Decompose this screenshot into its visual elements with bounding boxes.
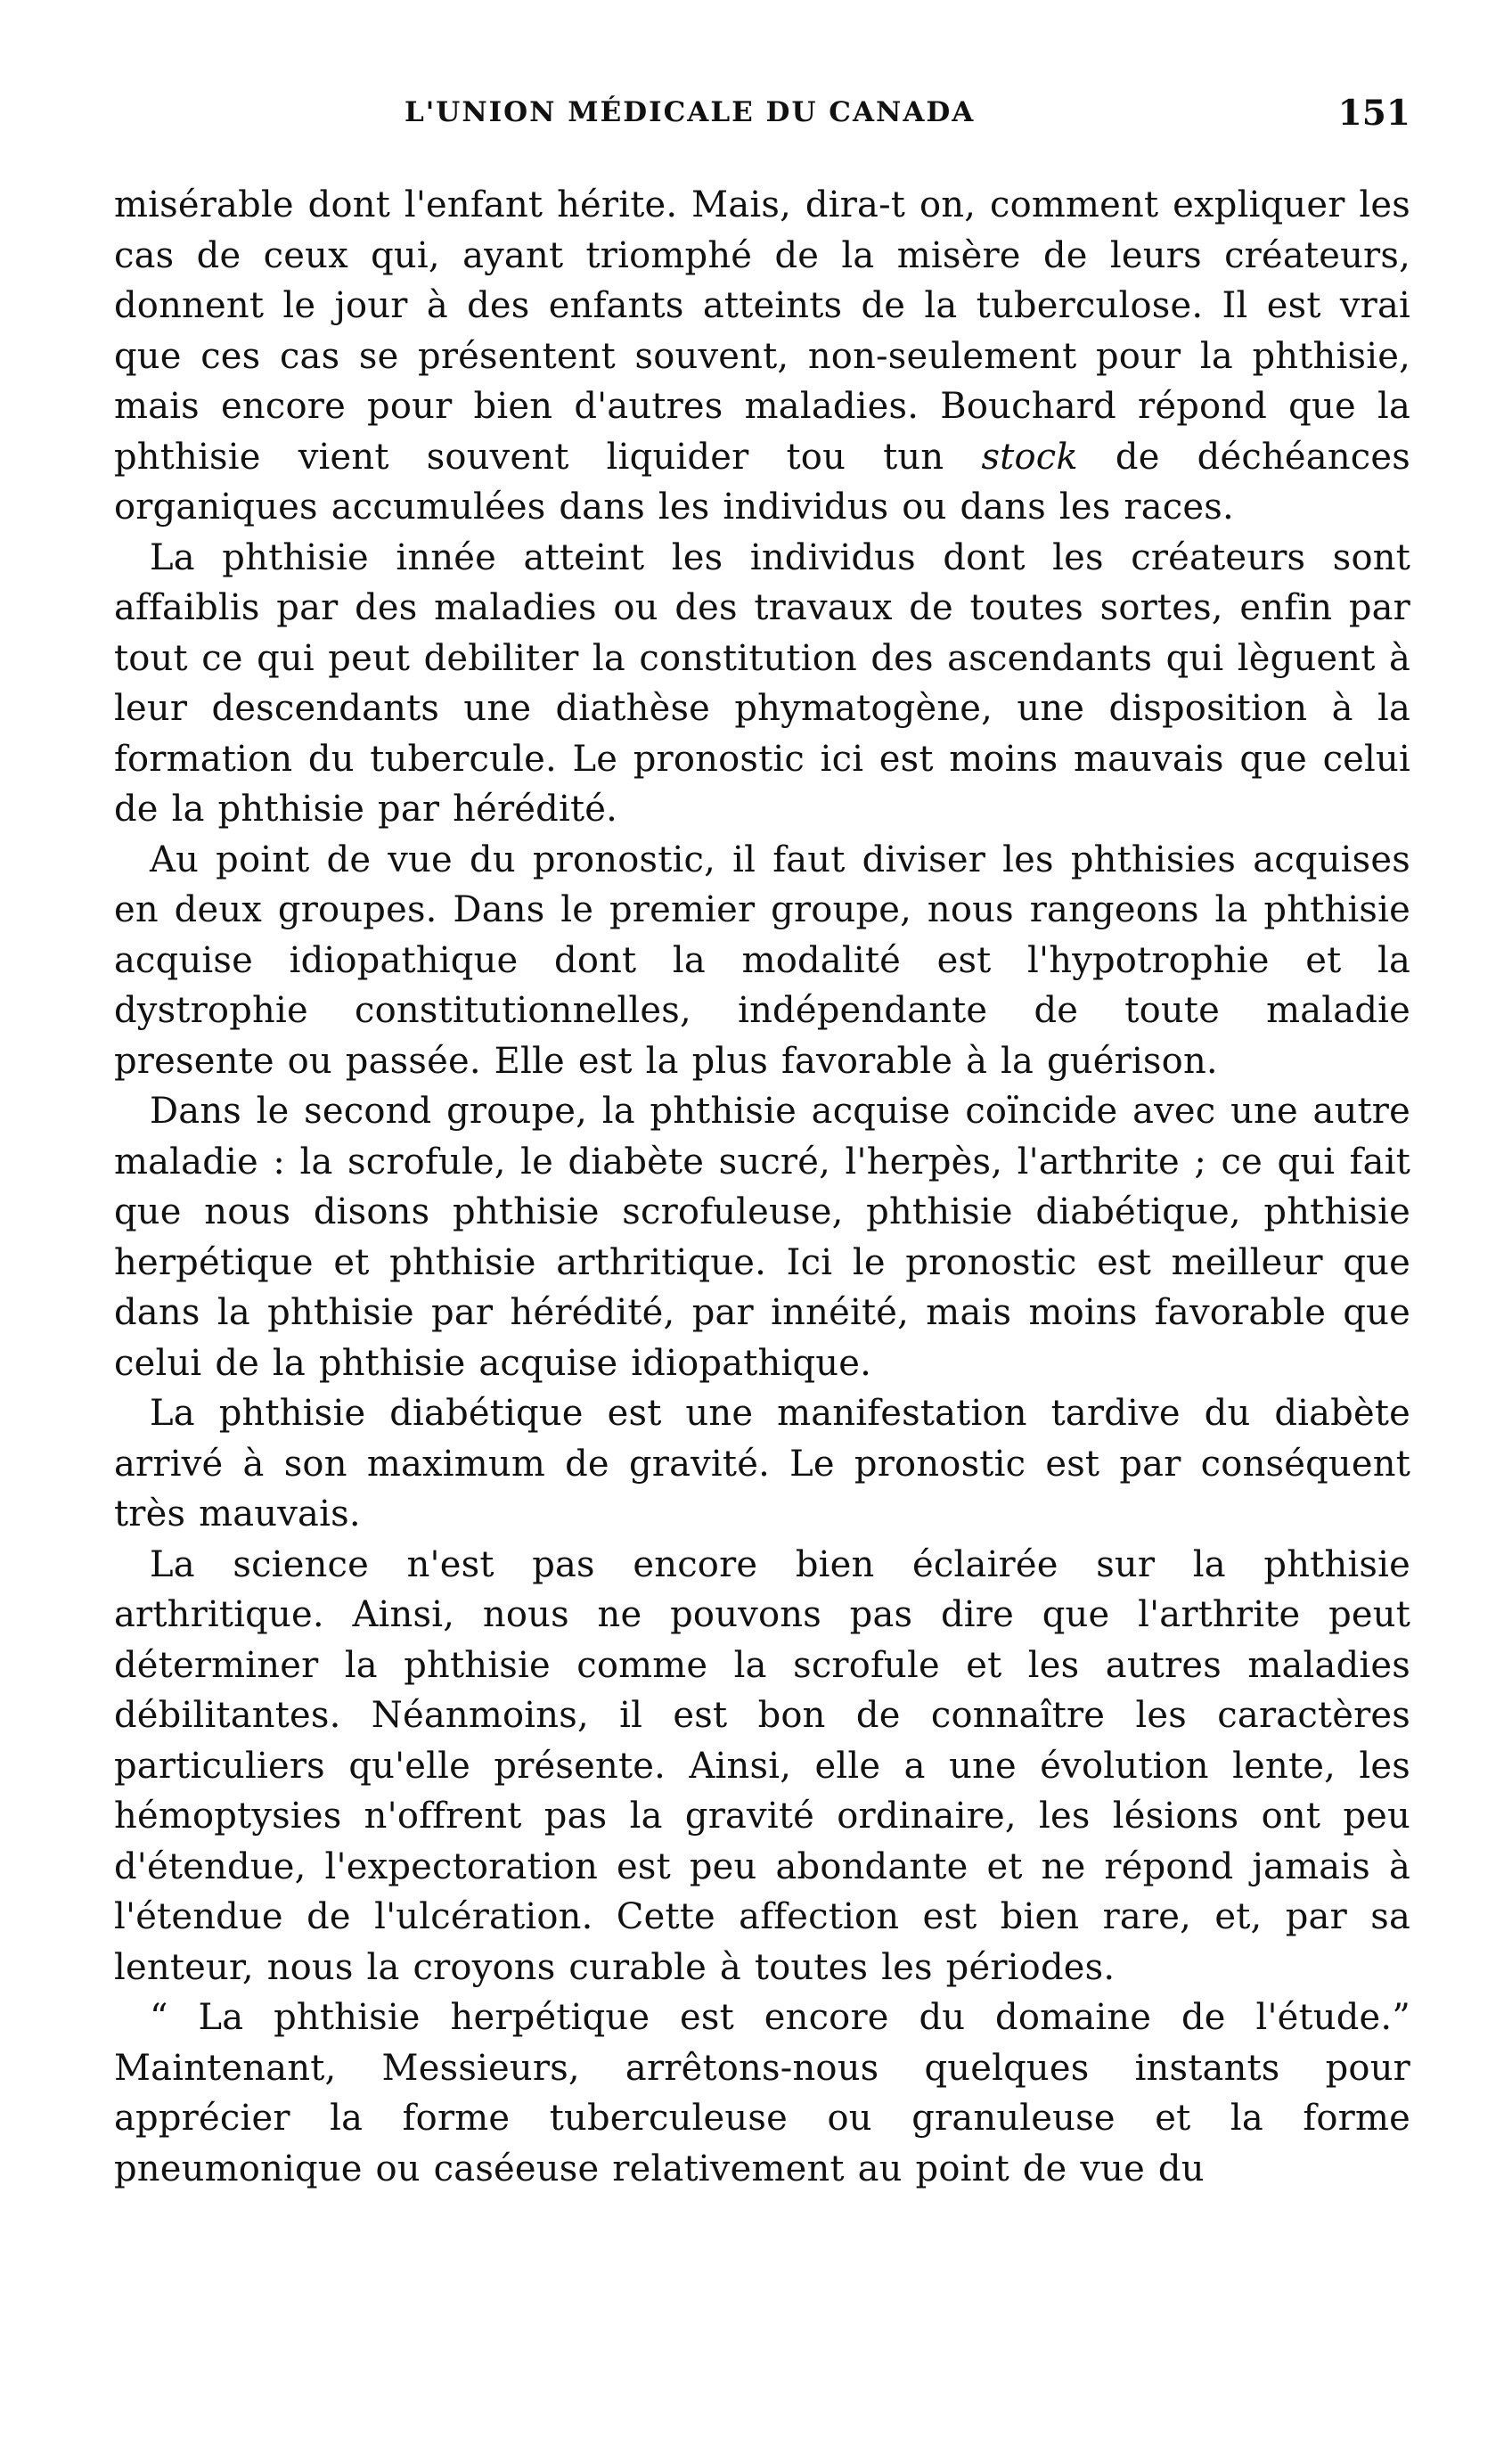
paragraph-1-tail: de déchéances organiques accumulées dans les individus ou dans les races. [114, 436, 1410, 528]
article-text [114, 180, 1410, 2194]
journal-title: L'UNION MÉDICALE DU CANADA [405, 96, 976, 128]
paragraph-diabetic-phthisis: La phthisie diabétique est une manifestation tardive du diabète arrivé à son maximum de gravité. Le pronostic est par conséquent très mauvais. [114, 1393, 1410, 1534]
paragraph-arthritic-phthisis: La science n'est pas encore bien éclairée sur la phthisie arthritique. Ainsi, nous ne pouvons pas dire que l'arthrite peut déterminer la phthisie comme la scrofule et les autres maladies débilitantes. Néanmoins, il est bon de connaître les caractères particuliers qu'elle présente. Ainsi, elle a une évolution lente, les hémoptysies n'offrent pas la gravité ordinaire, les lésions ont peu d'étendue, l'expectoration est peu abondante et ne répond jamais à l'étendue de l'ulcération. Cette affection est bien rare, et, par sa lenteur, nous la croyons curable à toutes les périodes. [114, 1543, 1410, 1988]
page-number: 151 [1337, 93, 1410, 134]
paragraph-prognosis-groups: Au point de vue du pronostic, il faut diviser les phthisies acquises en deux groupes. Dans le premier groupe, nous rangeons la phthisie acquise idiopathique dont la modalité est l'hypotrophie et la dystrophie constitutionnelles, indépendante de toute maladie presente ou passée. Elle est la plus favorable à la guérison. [114, 839, 1410, 1082]
italic-stock-term: stock [981, 436, 1078, 478]
paragraph-second-group: Dans le second groupe, la phthisie acquise coïncide avec une autre maladie : la scrofule, le diabète sucré, l'herpès, l'arthrite ; ce qui fait que nous disons phthisie scrofuleuse, phthisie diabétique, phthisie herpétique et phthisie arthritique. Ici le pronostic est meilleur que dans la phthisie par hérédité, par innéité, mais moins favorable que celui de la phthisie acquise idiopathique. [114, 1091, 1410, 1384]
running-header [114, 93, 1410, 150]
paragraph-1-lead: misérable dont l'enfant hérite. Mais, dira-t on, comment expliquer les cas de ceux qui, ayant triomphé de la misère de leurs créateurs, donnent le jour à des enfants atteints de la tuberculose. Il est vrai que ces cas se présentent souvent, non-seulement pour la phthisie, mais encore pour bien d'autres maladies. Bouchard répond que la phthisie vient souvent liquider tou tun [114, 184, 1410, 478]
paragraph-continuation [114, 180, 1410, 533]
document-page [114, 93, 1410, 2374]
paragraph-herpetic-phthisis: “ La phthisie herpétique est encore du domaine de l'étude.” Maintenant, Messieurs, arrêtons-nous quelques instants pour apprécier la forme tuberculeuse ou granuleuse et la forme pneumonique ou caséeuse relativement au point de vue du [114, 1997, 1410, 2189]
paragraph-innate-phthisis: La phthisie innée atteint les individus dont les créateurs sont affaiblis par des maladies ou des travaux de toutes sortes, enfin par tout ce qui peut debiliter la constitution des ascendants qui lèguent à leur descendants une diathèse phymatogène, une disposition à la formation du tubercule. Le pronostic ici est moins mauvais que celui de la phthisie par hérédité. [114, 536, 1410, 830]
